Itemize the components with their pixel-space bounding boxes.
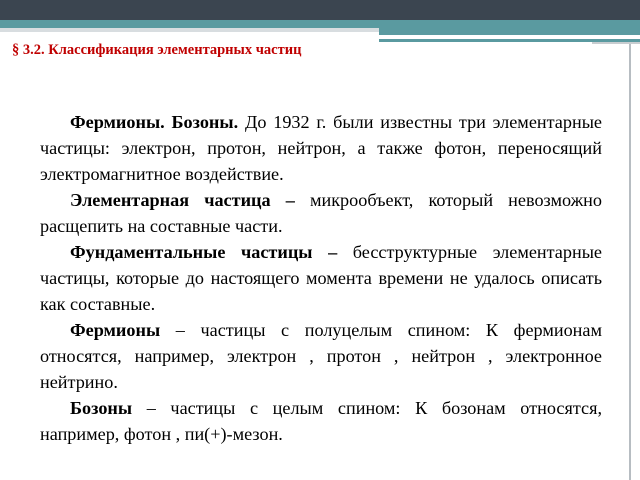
term-bosons: Бозоны [70,398,133,418]
paragraph-fermions [40,317,602,395]
text-fermions: – частицы с полуцелым спином: К фермионам относятся, например, электрон , протон , нейтрон , электронное нейтрино. [40,320,602,392]
header-band-dark [0,0,640,20]
text-bosons: – частицы с целым спином: К бозонам относятся, например, фотон , пи(+)-мезон. [40,398,602,444]
term-fundamental-particles: Фундаментальные частицы – [70,242,338,262]
slide-content [40,109,602,447]
term-fermions: Фермионы [70,320,161,340]
term-elementary-particle: Элементарная частица – [70,190,295,210]
header-band-teal-right [379,20,640,35]
paragraph-fermions-bosons [40,109,602,187]
text-fermions-bosons: До 1932 г. были известны три элементарные частицы: электрон, протон, нейтрон, а также фотон, переносящий электромагнитное воздействие. [40,112,602,184]
paragraph-fundamental-particles [40,239,602,317]
header-band-gray-left [0,28,379,32]
slide-title: § 3.2. Классификация элементарных частиц [12,42,302,58]
paragraph-bosons [40,395,602,447]
header-band-gray-right [592,42,640,44]
right-edge-line [629,44,631,480]
header-band-teal-left [0,20,379,28]
text-fundamental-particles: бесструктурные элементарные частицы, которые до настоящего момента времени не удалось описать как составные. [40,242,602,314]
paragraph-elementary-particle [40,187,602,239]
text-elementary-particle: микрообъект, который невозможно расщепить на составные части. [40,190,603,236]
term-fermions-bosons: Фермионы. Бозоны. [70,112,239,132]
